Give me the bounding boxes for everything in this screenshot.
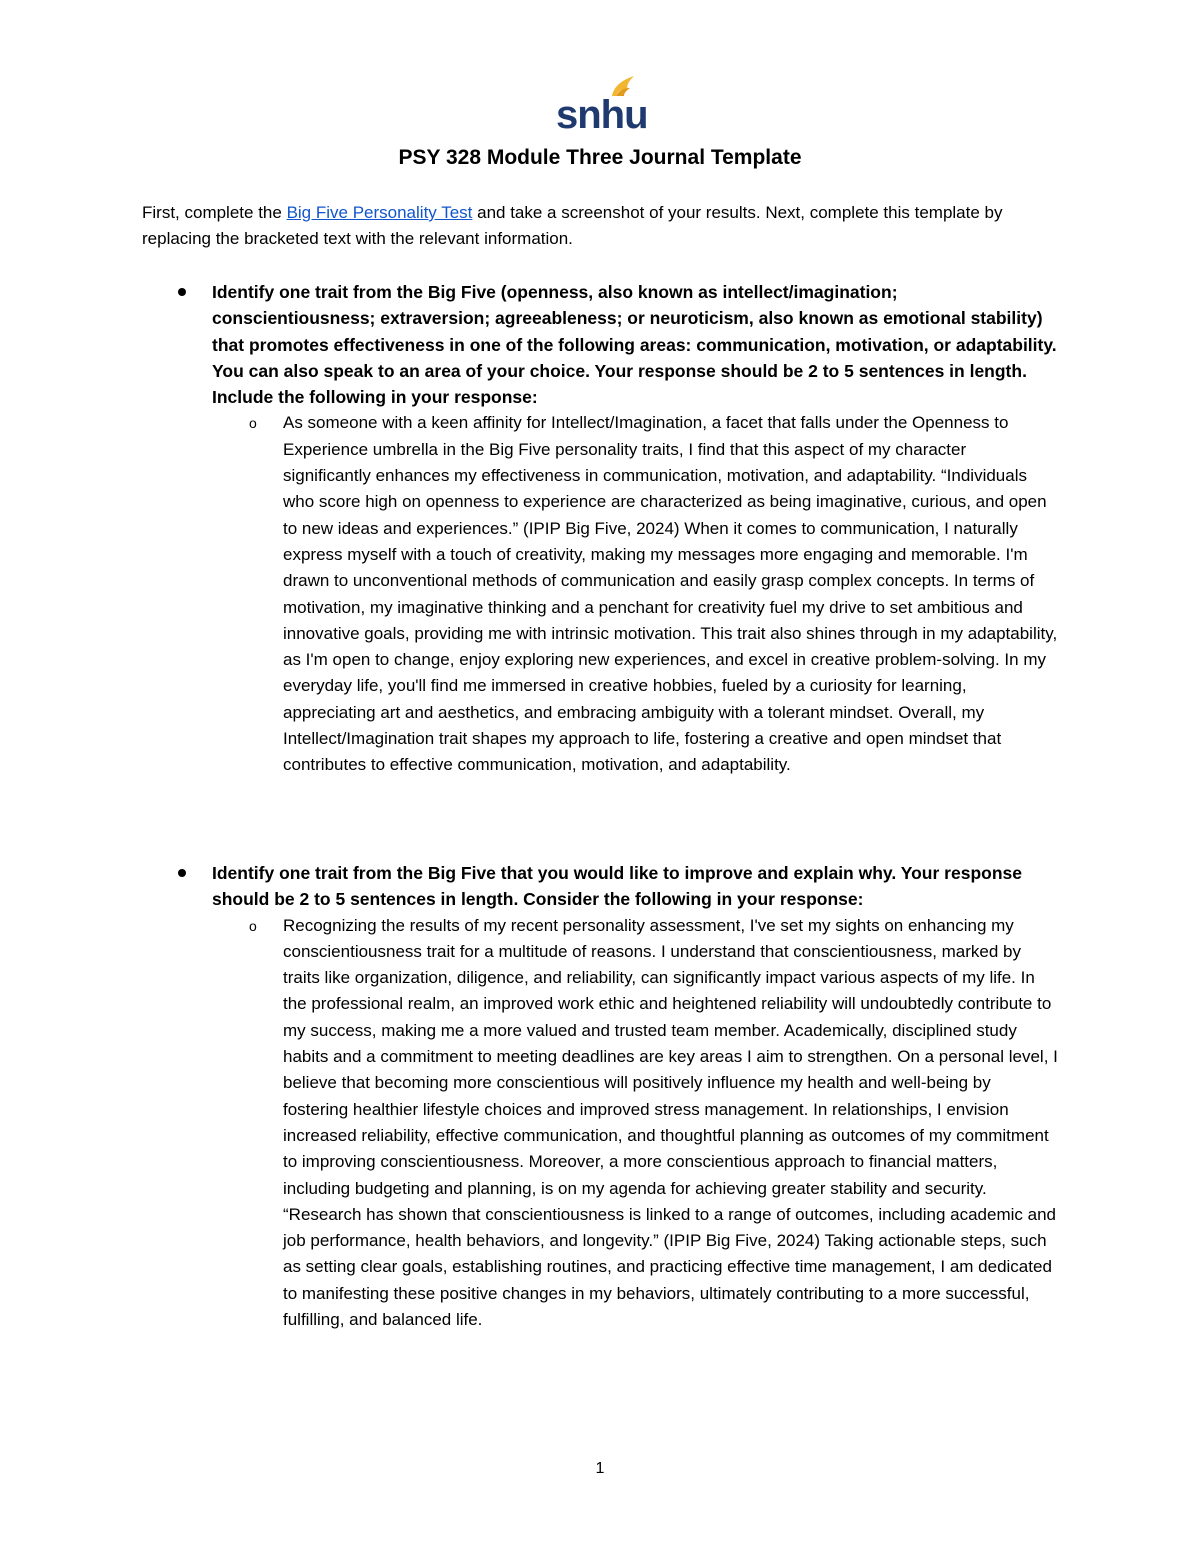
response-text: Recognizing the results of my recent personality assessment, I've set my sights on enhancing my conscientiousness trait for a multitude of reasons. I understand that conscientiousness, marked by traits like organization, diligence, and reliability, can significantly impact various aspects of my life. In the professional realm, an improved work ethic and heightened reliability will undoubtedly contribute to my success, making me a more valued and trusted team member. Academically, disciplined study habits and a commitment to meeting deadlines are key areas I aim to strengthen. On a personal level, I believe that becoming more conscientious will positively influence my health and well-being by fostering healthier lifestyle choices and improved stress management. In relationships, I envision increased reliability, effective communication, and thoughtful planning as outcomes of my commitment to improving conscientiousness. Moreover, a more conscientious approach to financial matters, including budgeting and planning, is on my agenda for achieving greater stability and security. “Research has shown that conscientiousness is linked to a range of outcomes, including academic and job performance, health behaviors, and longevity.” (IPIP Big Five, 2024) Taking actionable steps, such as setting clear goals, establishing routines, and practicing effective time management, I am dedicated to manifesting these positive changes in my behaviors, ultimately contributing to a more successful, fulfilling, and balanced life. bbox=[283, 915, 1058, 1330]
document-title: PSY 328 Module Three Journal Template bbox=[398, 146, 802, 169]
sub-bullet-marker-icon: o bbox=[249, 917, 257, 934]
logo-wordmark: snhu bbox=[556, 93, 648, 137]
intro-text-before: First, complete the bbox=[142, 203, 287, 222]
bullet-prompt: Identify one trait from the Big Five (openness, also known as intellect/imagination; conscientiousness; extraversion; agreeableness; or neuroticism, also known as emotional stability) that promotes effectiveness in one of the following areas: communication, motivation, or adaptability. You can also speak to an area of your choice. Your response should be 2 to 5 sentences in length. Include the following in your response: bbox=[212, 282, 1057, 408]
bullet-dot-icon bbox=[178, 869, 186, 877]
bullet-dot-icon bbox=[178, 288, 186, 296]
bullet-item-trait-effectiveness bbox=[212, 279, 1062, 779]
snhu-logo-graphic bbox=[556, 74, 648, 137]
big-five-test-link[interactable]: Big Five Personality Test bbox=[286, 203, 473, 222]
intro-text-after: and take a screenshot of your results. Next, complete this template by replacing the bracketed text with the relevant information. bbox=[142, 203, 1003, 248]
sub-bullet-marker-icon: o bbox=[249, 415, 257, 432]
response-text: As someone with a keen affinity for Intellect/Imagination, a facet that falls under the Openness to Experience umbrella in the Big Five personality traits, I find that this aspect of my character significantly enhances my effectiveness in communication, motivation, and adaptability. “Individuals who score high on openness to experience are characterized as being imaginative, curious, and open to new ideas and experiences.” (IPIP Big Five, 2024) When it comes to communication, I naturally express myself with a touch of creativity, making my messages more engaging and memorable. I'm drawn to unconventional methods of communication and easily grasp complex concepts. In terms of motivation, my imaginative thinking and a penchant for creativity fuel my drive to set ambitious and innovative goals, providing me with intrinsic motivation. This trait also shines through in my adaptability, as I'm open to change, enjoy exploring new experiences, and excel in creative problem-solving. In my everyday life, you'll find me immersed in creative hobbies, fueled by a curiosity for learning, appreciating art and aesthetics, and embracing ambiguity with a tolerant mindset. Overall, my Intellect/Imagination trait shapes my approach to life, fostering a creative and open mindset that contributes to effective communication, motivation, and adaptability. bbox=[283, 413, 1058, 775]
page-number: 1 bbox=[595, 1460, 605, 1477]
snhu-logo bbox=[556, 74, 648, 137]
sub-bullet-response bbox=[249, 913, 1058, 1334]
bullet-item-trait-improve bbox=[212, 860, 1062, 1333]
bullet-prompt: Identify one trait from the Big Five that you would like to improve and explain why. Your response should be 2 to 5 sentences in length. Consider the following in your response: bbox=[212, 863, 1022, 910]
sub-bullet-response bbox=[249, 410, 1058, 778]
intro-paragraph bbox=[142, 200, 1062, 252]
